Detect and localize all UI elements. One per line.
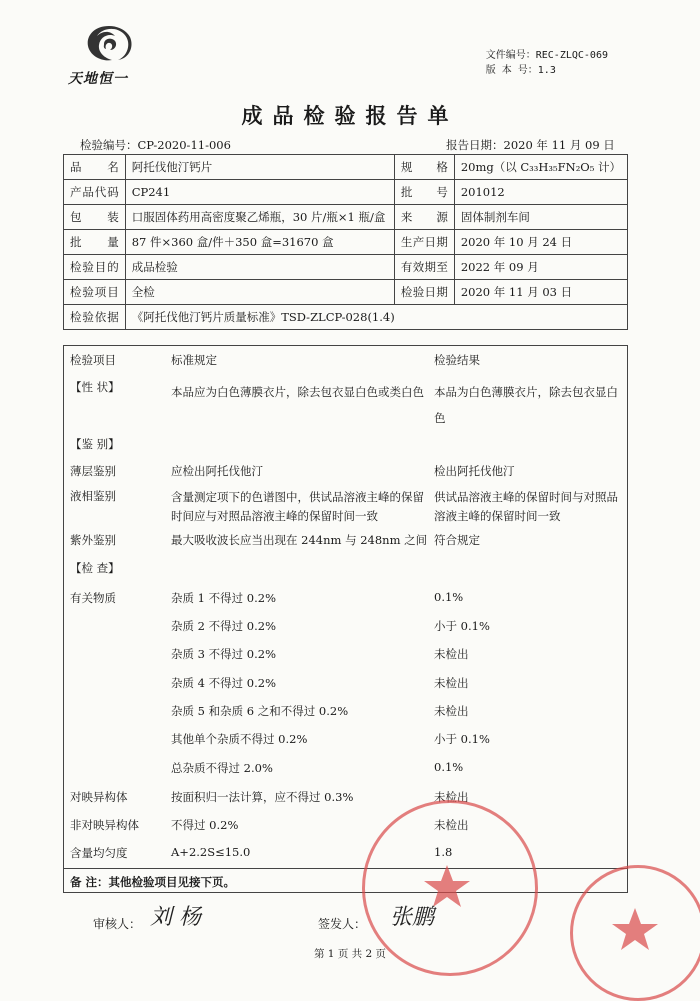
- purpose-label: 检验目的: [64, 255, 126, 280]
- ident-standard: 最大吸收波长应当出现在 244nm 与 248nm 之间: [171, 533, 428, 547]
- ident-result: 检出阿托伐他汀: [434, 464, 515, 478]
- related-standard: 杂质 2 不得过 0.2%: [171, 619, 276, 633]
- other-item: 非对映异构体: [70, 818, 139, 832]
- test-date-label: 检验日期: [394, 280, 454, 305]
- product-name-label: 品名: [64, 155, 126, 180]
- other-standard: 按面积归一法计算，应不得过 0.3%: [171, 790, 354, 804]
- code-value: CP241: [125, 180, 394, 205]
- related-result: 小于 0.1%: [434, 619, 490, 633]
- col-head-item: 检验项目: [70, 353, 116, 367]
- version-number: 版 本 号：1.3: [485, 65, 556, 76]
- mfg-date-label: 生产日期: [394, 230, 454, 255]
- source-label: 来源: [394, 205, 454, 230]
- ident-result: 符合规定: [434, 533, 480, 547]
- related-standard: 总杂质不得过 2.0%: [171, 761, 273, 775]
- test-item-label: 检验项目: [64, 280, 126, 305]
- qty-label: 批量: [64, 230, 126, 255]
- reviewer-label: 审核人：: [93, 917, 142, 931]
- related-result: 未检出: [434, 704, 469, 718]
- purpose-value: 成品检验: [125, 255, 394, 280]
- related-result: 0.1%: [434, 760, 464, 774]
- product-info-table: [63, 154, 628, 330]
- appearance-standard: 本品应为白色薄膜衣片，除去包衣显白色或类白色: [171, 385, 424, 399]
- expiry-value: 2022 年 09 月: [454, 255, 627, 280]
- appearance-result: 本品为白色薄膜衣片，除去包衣显白色: [434, 385, 618, 425]
- related-result: 未检出: [434, 647, 469, 661]
- spec-label: 规格: [394, 155, 454, 180]
- reviewer-signature: 刘 杨: [150, 905, 201, 930]
- related-standard: 其他单个杂质不得过 0.2%: [171, 732, 308, 746]
- related-result: 小于 0.1%: [434, 732, 490, 746]
- file-number: 文件编号：REC-ZLQC-069: [485, 50, 608, 61]
- related-result: 未检出: [434, 676, 469, 690]
- batch-value: 201012: [454, 180, 627, 205]
- company-logo: [68, 22, 158, 88]
- appearance-section: 【性 状】: [70, 380, 120, 394]
- test-item-value: 全检: [125, 280, 394, 305]
- basis-label: 检验依据: [64, 305, 126, 330]
- test-date-value: 2020 年 11 月 03 日: [454, 280, 627, 305]
- page-number: 第 1 页 共 2 页: [313, 948, 387, 960]
- related-standard: 杂质 3 不得过 0.2%: [171, 647, 276, 661]
- ident-result: 供试品溶液主峰的保留时间与对照品溶液主峰的保留时间一致: [434, 490, 618, 523]
- identification-section: 【鉴 别】: [70, 437, 120, 451]
- remark: 备 注：其他检验项目见接下页。: [64, 868, 627, 894]
- other-item: 含量均匀度: [70, 846, 128, 860]
- page-title: 成品检验报告单: [241, 103, 459, 128]
- document-meta: [486, 48, 608, 78]
- pack-value: 口服固体药用高密度聚乙烯瓶，30 片/瓶×1 瓶/盒: [125, 205, 394, 230]
- logo-text: 天地恒一: [68, 71, 128, 87]
- logo-swirl-icon: [82, 22, 136, 66]
- batch-label: 批号: [394, 180, 454, 205]
- report-number: 检验编号：CP-2020-11-006: [80, 138, 231, 152]
- results-table: [63, 345, 628, 893]
- expiry-label: 有效期至: [394, 255, 454, 280]
- other-result: 未检出: [434, 818, 469, 832]
- qty-value: 87 件×360 盒/件＋350 盒=31670 盒: [125, 230, 394, 255]
- report-date: 报告日期：2020 年 11 月 09 日: [446, 138, 615, 152]
- quality-dept-stamp: [570, 865, 700, 1001]
- basis-value: 《阿托伐他汀钙片质量标准》TSD-ZLCP-028(1.4): [125, 305, 627, 330]
- ident-item: 紫外鉴别: [70, 533, 116, 547]
- related-standard: 杂质 5 和杂质 6 之和不得过 0.2%: [171, 704, 349, 718]
- related-result: 0.1%: [434, 590, 464, 604]
- product-name: 阿托伐他汀钙片: [125, 155, 394, 180]
- col-head-standard: 标准规定: [171, 353, 217, 367]
- issuer-label: 签发人：: [318, 917, 367, 931]
- spec-value: 20mg（以 C₃₃H₃₅FN₂O₅ 计）: [454, 155, 627, 180]
- code-label: 产品代码: [64, 180, 126, 205]
- pack-label: 包装: [64, 205, 126, 230]
- mfg-date-value: 2020 年 10 月 24 日: [454, 230, 627, 255]
- other-standard: A+2.2S≤15.0: [171, 845, 251, 859]
- other-standard: 不得过 0.2%: [171, 818, 239, 832]
- related-standard: 杂质 4 不得过 0.2%: [171, 676, 276, 690]
- issuer-signature: 张鹏: [390, 905, 435, 930]
- other-result: 未检出: [434, 790, 469, 804]
- source-value: 固体制剂车间: [454, 205, 627, 230]
- other-result: 1.8: [434, 845, 453, 859]
- ident-standard: 含量测定项下的色谱图中，供试品溶液主峰的保留时间应与对照品溶液主峰的保留时间一致: [171, 490, 424, 523]
- related-standard: 杂质 1 不得过 0.2%: [171, 591, 276, 605]
- ident-item: 薄层鉴别: [70, 464, 116, 478]
- col-head-result: 检验结果: [434, 353, 480, 367]
- other-item: 对映异构体: [70, 790, 128, 804]
- related-substances-label: 有关物质: [70, 591, 116, 605]
- ident-standard: 应检出阿托伐他汀: [171, 464, 263, 478]
- check-section: 【检 查】: [70, 561, 120, 575]
- ident-item: 液相鉴别: [70, 489, 116, 503]
